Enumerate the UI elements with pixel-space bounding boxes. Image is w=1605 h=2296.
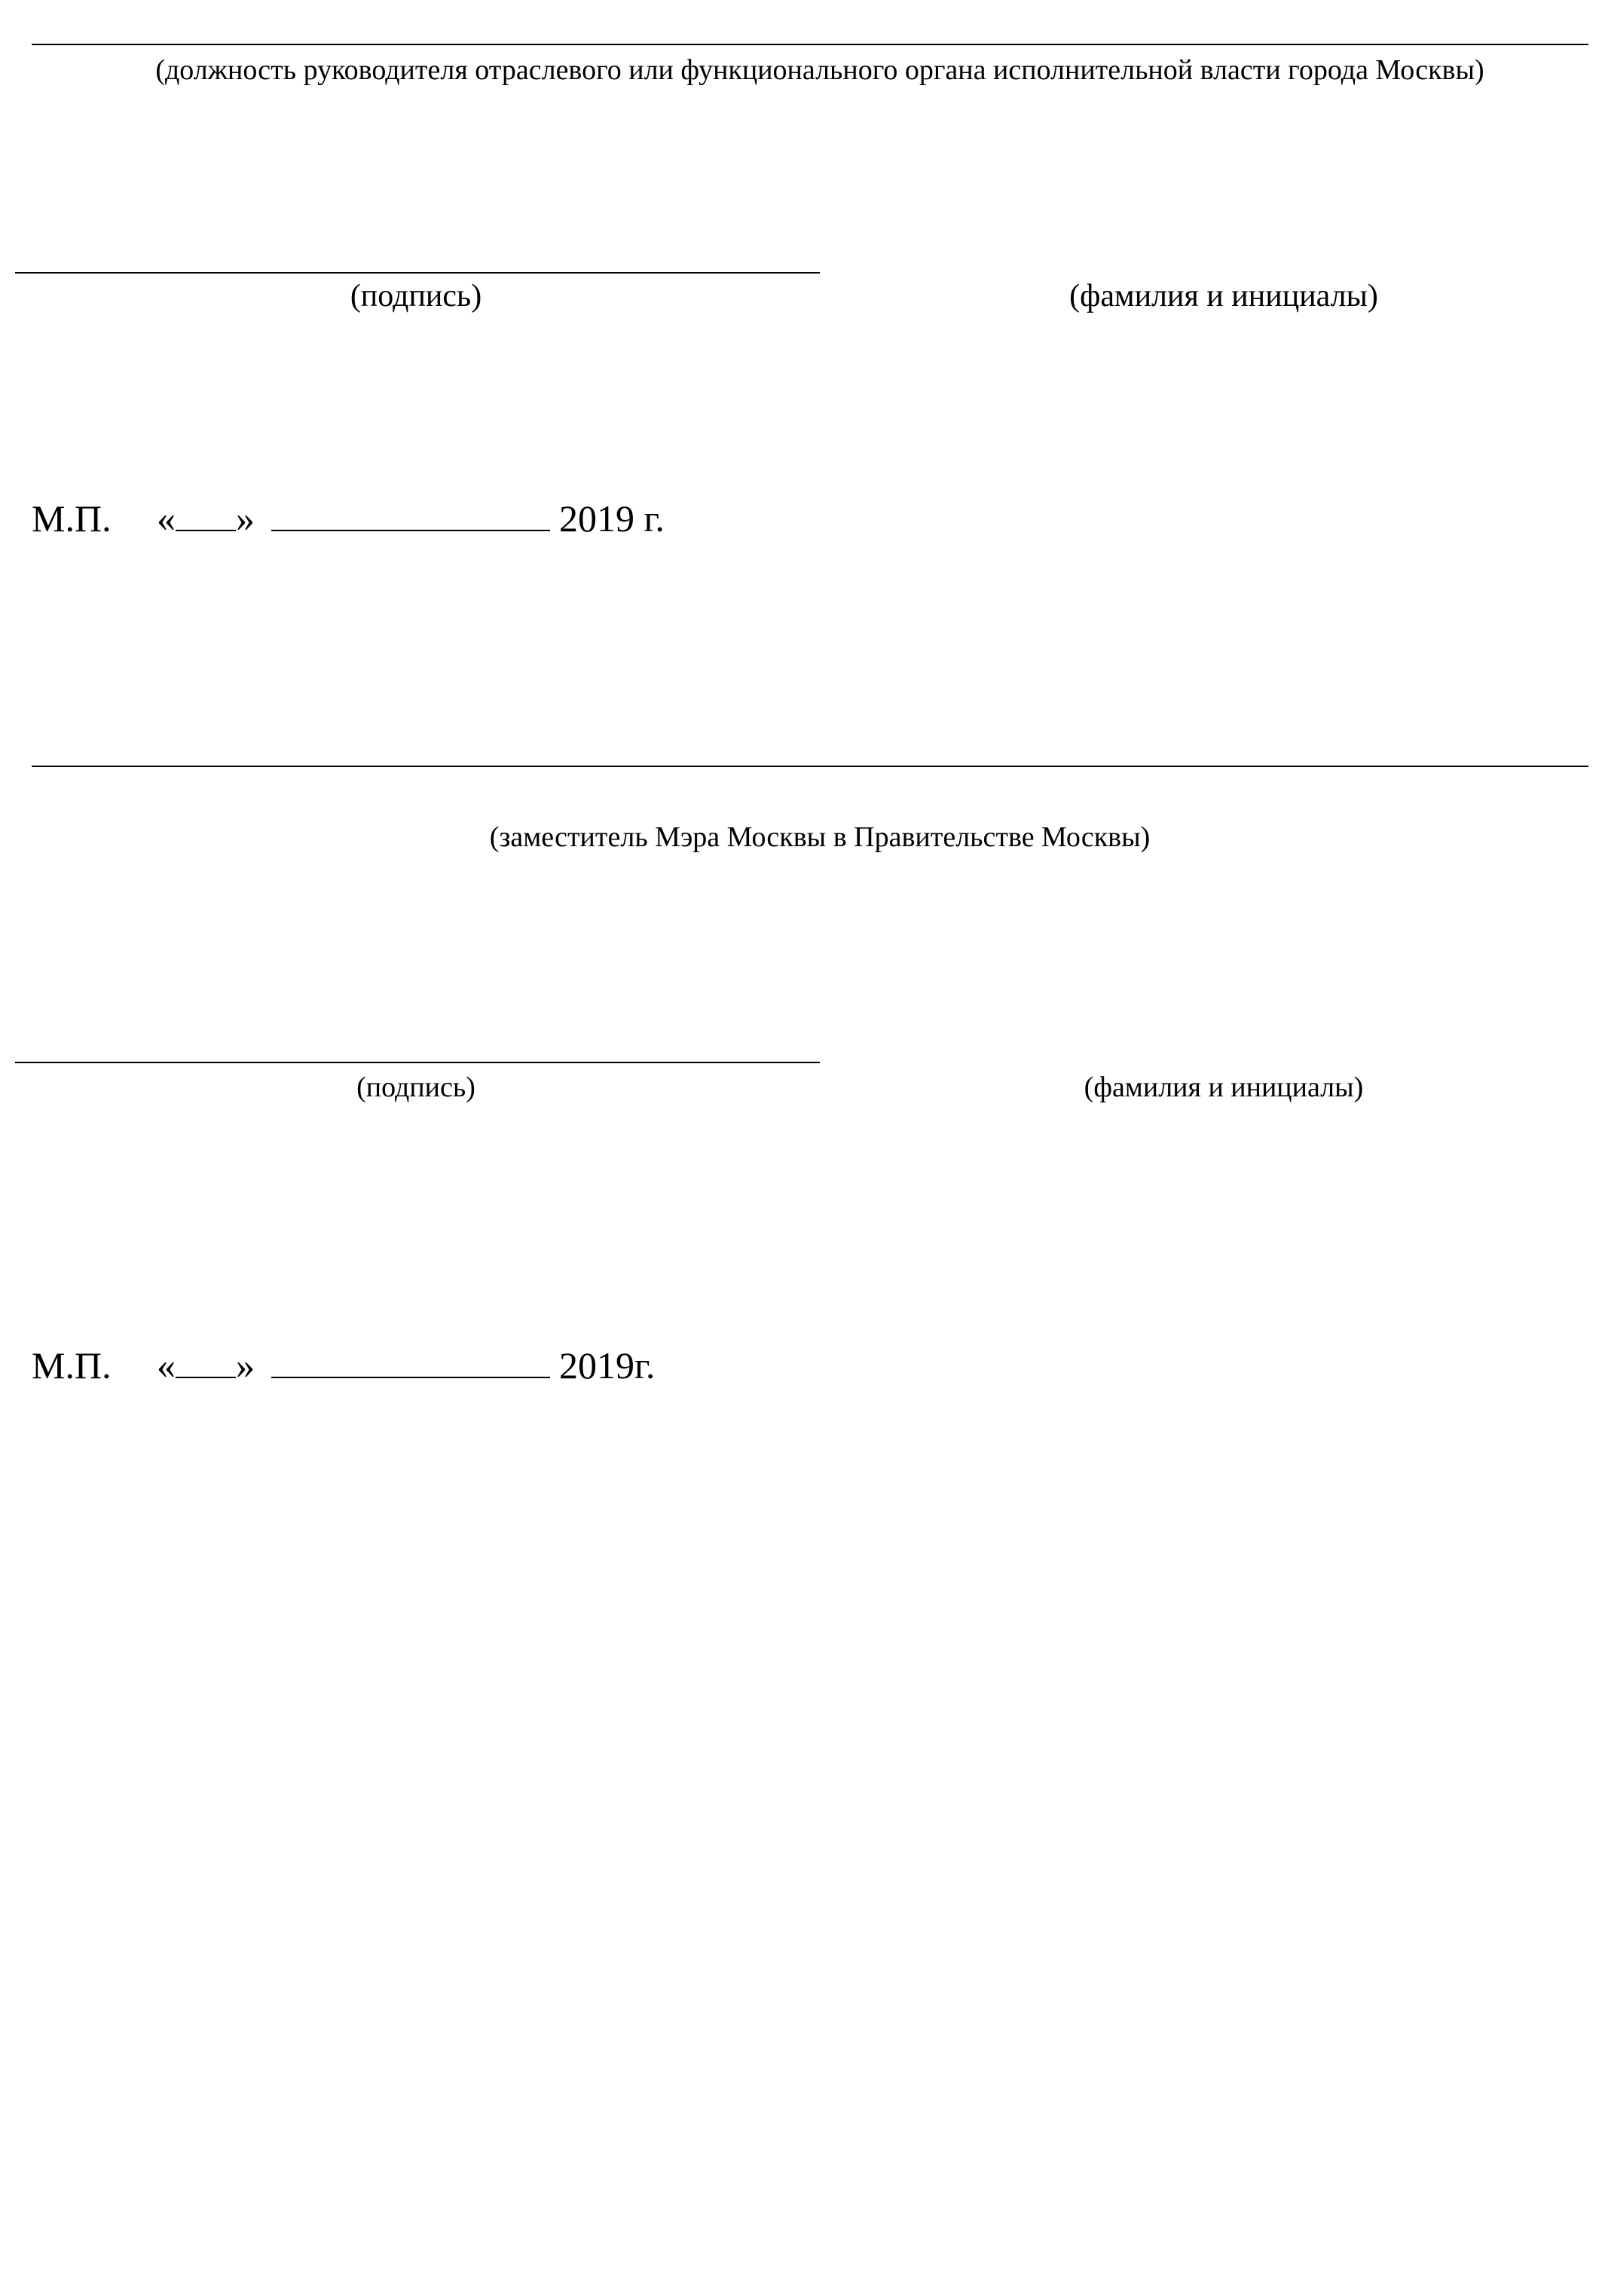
quote-close-2: » (236, 1344, 255, 1386)
quote-close-1: » (236, 497, 255, 540)
month-blank-1 (271, 494, 550, 531)
month-blank-2 (271, 1341, 550, 1378)
stamp-label-1: М.П. (32, 497, 112, 540)
name-caption-1: (фамилия и инициалы) (1069, 279, 1378, 313)
name-caption-2: (фамилия и инициалы) (1084, 1072, 1364, 1103)
signature-caption-2: (подпись) (356, 1072, 475, 1103)
signature-caption-1: (подпись) (350, 279, 482, 313)
signature-line-2 (15, 1062, 820, 1063)
position-line-1 (32, 44, 1588, 45)
quote-open-1: « (157, 497, 176, 540)
stamp-date-line-1 (32, 494, 665, 540)
position-caption-1: (должность руководителя отраслевого или функционального органа исполнительной власти города Москвы) (155, 54, 1484, 86)
quote-open-2: « (157, 1344, 176, 1386)
day-blank-2 (176, 1341, 236, 1378)
position-line-2 (32, 766, 1588, 767)
year-text-1: 2019 г. (559, 497, 665, 540)
year-text-2: 2019г. (559, 1344, 656, 1386)
day-blank-1 (176, 494, 236, 531)
signature-line-1 (15, 272, 820, 274)
position-caption-2: (заместитель Мэра Москвы в Правительстве Москвы) (489, 821, 1151, 853)
stamp-label-2: М.П. (32, 1344, 112, 1386)
stamp-date-line-2 (32, 1341, 655, 1384)
